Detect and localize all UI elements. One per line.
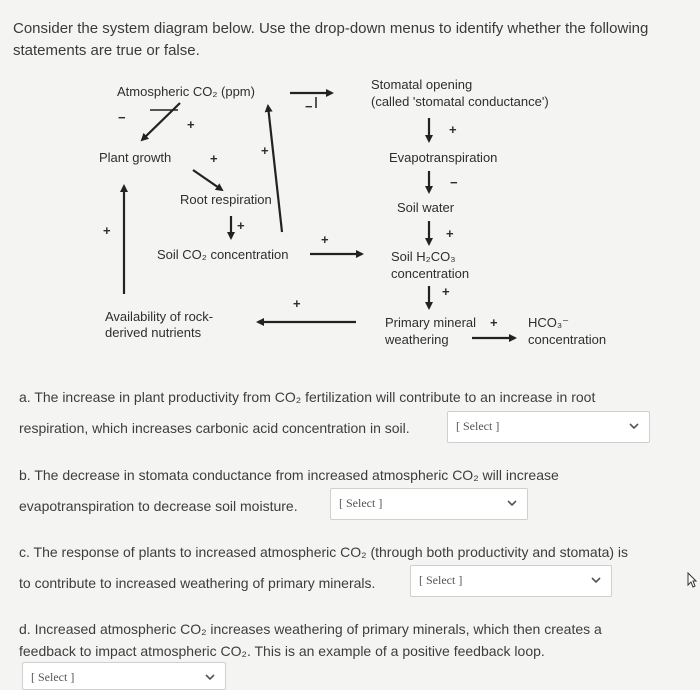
- chevron-down-icon: [204, 671, 216, 683]
- node-soil-water: Soil water: [397, 200, 455, 215]
- select-placeholder: [ Select ]: [31, 670, 75, 684]
- sign-plus-availability-plant: +: [103, 223, 111, 238]
- sign-plus-soilco2-h2co3: +: [321, 232, 329, 247]
- sign-plus-rootresp-co2: +: [261, 143, 269, 158]
- question-c-line2: to contribute to increased weathering of primary minerals.: [19, 575, 376, 591]
- sign-minus-evap-soilwater: −: [450, 175, 458, 190]
- node-soil-co2: Soil CO₂ concentration: [157, 247, 289, 262]
- mouse-cursor-icon: [687, 572, 697, 588]
- node-primary-mineral-sub: weathering: [385, 332, 449, 347]
- question-d-line1: d. Increased atmospheric CO₂ increases weathering of primary minerals, which then creates a: [19, 621, 602, 637]
- chevron-down-icon: [506, 497, 518, 509]
- node-hco3-sub: concentration: [528, 332, 607, 347]
- question-b-line2: evapotranspiration to decrease soil moisture.: [19, 498, 298, 514]
- node-availability-sub: derived nutrients: [105, 325, 202, 340]
- node-availability: Availability of rock-: [105, 309, 214, 324]
- question-c-line1: c. The response of plants to increased atmospheric CO₂ (through both productivity and stomata) is: [19, 544, 629, 560]
- node-root-respiration: Root respiration: [180, 192, 272, 207]
- arrow-co2-to-plantgrowth: [142, 103, 180, 140]
- select-question-a[interactable]: [447, 411, 650, 443]
- sign-plus-weathering-hco3: +: [490, 315, 498, 330]
- instructions-text: Consider the system diagram below. Use the drop-down menus to identify whether the following statements are true or false.: [13, 20, 649, 59]
- node-primary-mineral: Primary mineral: [385, 315, 477, 330]
- sign-plus-soilwater-h2co3: +: [446, 226, 454, 241]
- sign-plus-weathering-availability: +: [293, 296, 301, 311]
- node-stomatal-opening: Stomatal opening: [371, 77, 473, 92]
- sign-plus-h2co3-weathering: +: [442, 284, 450, 299]
- question-d-line2: feedback to impact atmospheric CO₂. This is an example of a positive feedback loop.: [19, 643, 545, 659]
- arrow-plantgrowth-to-rootresp: [193, 170, 222, 190]
- select-placeholder: [ Select ]: [339, 496, 383, 510]
- node-plant-growth: Plant growth: [99, 150, 172, 165]
- question-a-line1: a. The increase in plant productivity from CO₂ fertilization will contribute to an increase in root: [19, 389, 596, 405]
- sign-plus-plant-root: +: [210, 151, 218, 166]
- sign-plus-co2-plant: +: [187, 117, 195, 132]
- node-atmospheric-co2: Atmospheric CO₂ (ppm): [117, 84, 255, 99]
- sign-plus-root-soilco2: +: [237, 218, 245, 233]
- select-question-c[interactable]: [410, 565, 612, 597]
- select-placeholder: [ Select ]: [456, 419, 500, 433]
- sign-plus-stomata-evap: +: [449, 122, 457, 137]
- question-d: [19, 618, 684, 662]
- select-question-d[interactable]: [22, 662, 226, 690]
- question-a-line2: respiration, which increases carbonic acid concentration in soil.: [19, 420, 410, 436]
- sign-minus-co2-plant: −: [118, 110, 126, 125]
- select-placeholder: [ Select ]: [419, 573, 463, 587]
- sign-minus-co2-stomata: −: [305, 99, 313, 114]
- chevron-down-icon: [590, 574, 602, 586]
- node-soil-h2co3: Soil H₂CO₃: [391, 249, 456, 264]
- node-soil-h2co3-sub: concentration: [391, 266, 470, 281]
- node-hco3: HCO₃⁻: [528, 315, 570, 330]
- question-b-line1: b. The decrease in stomata conductance from increased atmospheric CO₂ will increase: [19, 467, 559, 483]
- select-question-b[interactable]: [330, 488, 528, 520]
- node-stomatal-opening-sub: (called 'stomatal conductance'): [371, 94, 549, 109]
- chevron-down-icon: [628, 420, 640, 432]
- arrow-rootresp-to-co2: [268, 106, 282, 232]
- node-evapotranspiration: Evapotranspiration: [389, 150, 498, 165]
